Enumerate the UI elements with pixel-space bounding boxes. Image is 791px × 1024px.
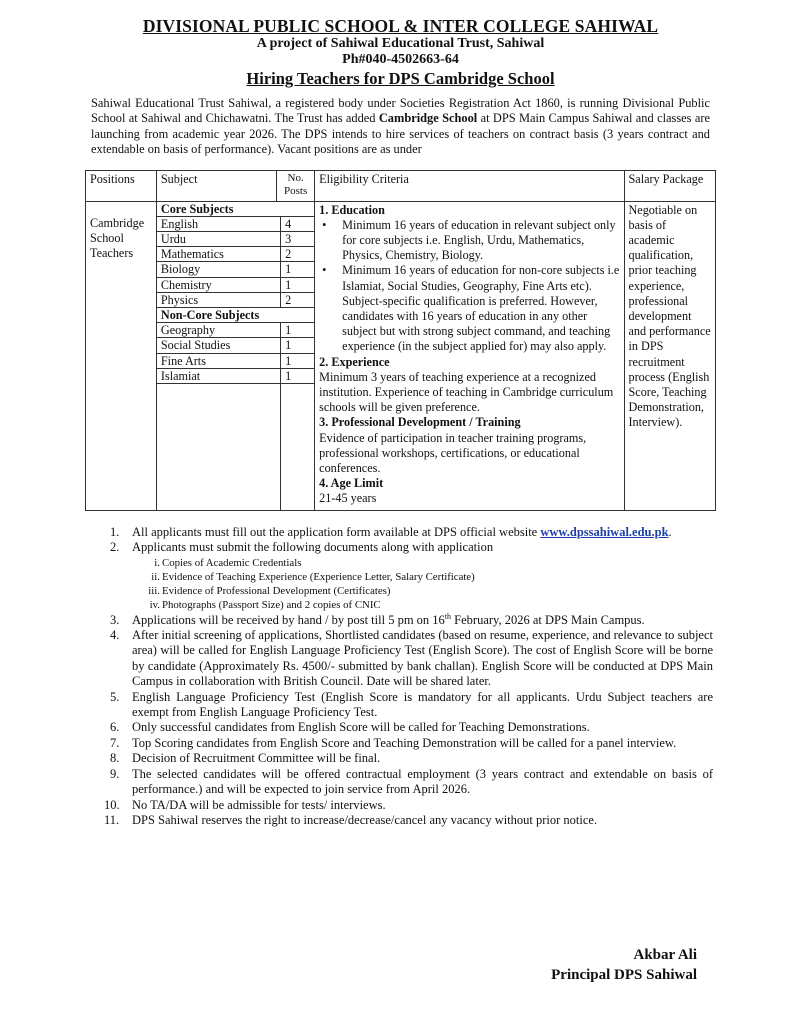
table-header-row (86, 170, 716, 201)
intro-text-2: at DPS Main Campus Sahiwal and classes are launching from academic year 2026. The DPS intends to hire services of teachers on contract basis (3 years contract and extendable on basis of performance). Vacant positions are as under (91, 111, 710, 156)
signatory-title: Principal DPS Sahiwal (551, 967, 697, 983)
subject-row (157, 262, 314, 277)
positions-table (85, 170, 716, 511)
subjects-table (157, 202, 314, 510)
subject-row (157, 323, 314, 338)
eligibility-cell (315, 201, 624, 510)
education-heading: 1. Education (319, 202, 385, 217)
signatory-name: Akbar Ali (633, 947, 697, 963)
training-heading: 3. Professional Development / Training (319, 415, 521, 430)
subject-name: Chemistry (157, 277, 281, 292)
list-item: 2. Applicants must submit the following documents along with application i. Copies of Academic Credentials ii. Evidence of Teaching Experience (Experience Letter, Salary Certificate) iii. Evidence of Professional Development (Certificates) iv. Photographs (Passport Size) and 2 copies of CNIC (88, 540, 713, 612)
subject-posts: 3 (281, 231, 315, 246)
subject-row (157, 368, 314, 383)
document-item: iii. Evidence of Professional Development (Certificates) (148, 585, 391, 598)
subject-name: Islamiat (157, 368, 281, 383)
subject-name: Geography (157, 323, 281, 338)
list-item: 6. Only successful candidates from English Score will be called for Teaching Demonstrations. (110, 720, 590, 735)
document-item: ii. Evidence of Teaching Experience (Experience Letter, Salary Certificate) (151, 571, 475, 584)
subject-name: Social Studies (157, 338, 281, 353)
subject-posts: 4 (281, 216, 315, 231)
document-item: iv. Photographs (Passport Size) and 2 copies of CNIC (149, 599, 381, 612)
project-line: A project of Sahiwal Educational Trust, Sahiwal (256, 36, 545, 51)
list-item: 11. DPS Sahiwal reserves the right to increase/decrease/cancel any vacancy without prior notice. (104, 812, 598, 827)
noncore-subjects-label: Non-Core Subjects (157, 308, 314, 323)
table-row (86, 201, 716, 510)
subject-posts: 1 (281, 353, 315, 368)
list-item: • Minimum 16 years of education for non-core subjects i.e Islamiat, Social Studies, Geography, Fine Arts etc). Subject-specific qualification is preferred. However, candidates with 16 years of education in any other subject but with strong subject command, and teaching experience (in the subject applied for) may also apply. (319, 263, 619, 354)
experience-text: Minimum 3 years of teaching experience at a recognized institution. Experience of teaching in Cambridge curriculum schools will be given preference. (319, 369, 614, 415)
education-list (319, 218, 619, 355)
signature-block (551, 945, 697, 985)
list-item: 7. Top Scoring candidates from English Score and Teaching Demonstration will be called for a panel interview. (110, 735, 677, 750)
list-item: 5. English Language Proficiency Test (English Score is mandatory for all applicants. Urdu Subject teachers are exempt from English Language Proficiency Test. (110, 689, 713, 720)
phone-number: Ph#040-4502663-64 (342, 52, 459, 67)
document-item: i. Copies of Academic Credentials (154, 556, 302, 569)
position-cell: Cambridge School Teachers (86, 201, 157, 510)
list-item: 3. Applications will be received by hand / by post till 5 pm on 16th February, 2026 at DPS Main Campus. (110, 611, 645, 627)
documents-list (88, 556, 713, 613)
list-item: 10. No TA/DA will be admissible for tests/ interviews. (104, 797, 386, 812)
letterhead (88, 16, 713, 89)
subject-posts: 1 (281, 277, 315, 292)
page-title: Hiring Teachers for DPS Cambridge School (246, 69, 555, 88)
intro-text-1: Sahiwal Educational Trust Sahiwal, a registered body under Societies Registration Act 1860, is running Divisional Public School at Sahiwal and Chichawatni. The Trust has added (91, 96, 710, 126)
subject-posts: 1 (281, 262, 315, 277)
subject-posts: 1 (281, 338, 315, 353)
subject-posts: 2 (281, 247, 315, 262)
core-subjects-label: Core Subjects (157, 202, 314, 217)
intro-paragraph (88, 96, 713, 157)
subject-row (157, 353, 314, 368)
subject-name: English (157, 216, 281, 231)
subject-name: Fine Arts (157, 353, 281, 368)
intro-bold: Cambridge School (378, 111, 478, 126)
experience-heading: 2. Experience (319, 354, 390, 369)
document-page (88, 16, 713, 828)
subject-row (157, 277, 314, 292)
subject-name: Biology (157, 262, 281, 277)
header-salary: Salary Package (624, 170, 716, 201)
subject-row (157, 292, 314, 307)
subject-posts: 1 (281, 323, 315, 338)
subject-row (157, 247, 314, 262)
school-name: DIVISIONAL PUBLIC SCHOOL & INTER COLLEGE SAHIWAL (142, 16, 659, 36)
list-item: 9. The selected candidates will be offered contractual employment (3 years contract and extendable on basis of performance.) and will be expected to join service from April 2026. (110, 766, 713, 797)
subject-posts: 2 (281, 292, 315, 307)
training-text: Evidence of participation in teacher training programs, professional workshops, certifications, or educational conferences. (319, 430, 587, 476)
instructions-list (88, 525, 713, 828)
subject-name: Urdu (157, 231, 281, 246)
subject-posts: 1 (281, 368, 315, 383)
subject-name: Physics (157, 292, 281, 307)
list-item: 4. After initial screening of applications, Shortlisted candidates (based on resume, experience, and relevance to subject area) will be called for English Language Proficiency Test (English Score). The cost of English Score will be borne by candidate (Approximately Rs. 4500/- submitted by bank challan). English Score will be conducted at DPS Main Campus in collaboration with British Council. Date will be shared later. (110, 628, 713, 689)
subject-name: Mathematics (157, 247, 281, 262)
salary-cell: Negotiable on basis of academic qualification, prior teaching experience, professional development and performance in DPS recruitment process (English Score, Teaching Demonstration, Interview). (624, 201, 716, 510)
header-subject: Subject (156, 170, 276, 201)
header-eligibility: Eligibility Criteria (315, 170, 624, 201)
list-item: • Minimum 16 years of education in relevant subject only for core subjects i.e. English, Urdu, Mathematics, Physics, Chemistry, Biology. (319, 218, 619, 264)
subjects-cell (156, 201, 314, 510)
age-heading: 4. Age Limit (319, 476, 384, 491)
age-text: 21-45 years (319, 491, 377, 506)
subject-row (157, 231, 314, 246)
subject-row (157, 338, 314, 353)
header-posts: No. Posts (277, 170, 315, 201)
list-item: 1. All applicants must fill out the application form available at DPS official website www.dpssahiwal.edu.pk. (110, 525, 672, 540)
header-positions: Positions (86, 170, 157, 201)
website-link[interactable]: www.dpssahiwal.edu.pk (540, 525, 669, 540)
list-item: 8. Decision of Recruitment Committee will be final. (110, 751, 381, 766)
subject-row (157, 216, 314, 231)
